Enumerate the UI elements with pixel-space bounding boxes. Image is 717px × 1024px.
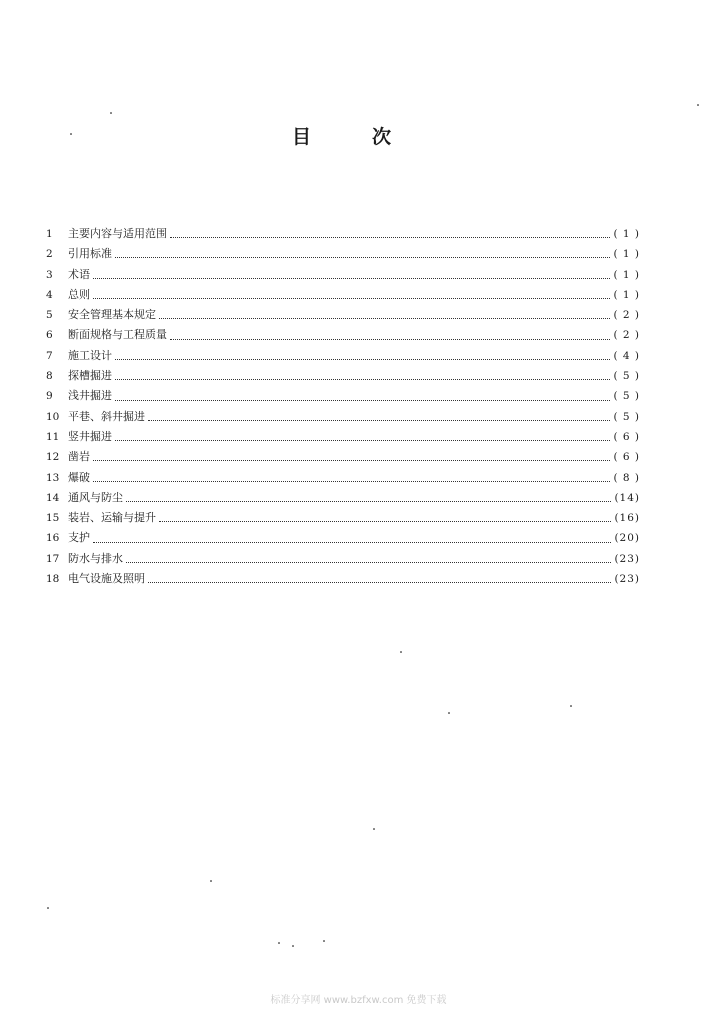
toc-label: 总则 — [68, 287, 90, 301]
toc-leader-dots — [126, 500, 611, 502]
toc-page-ref: (20) — [614, 532, 640, 545]
toc-number: 17 — [46, 552, 60, 565]
toc-page-ref: ( 6 ) — [613, 430, 640, 443]
toc-number: 3 — [46, 268, 53, 281]
toc-entry — [46, 508, 640, 528]
toc-entry — [46, 285, 640, 305]
scan-speck — [570, 705, 572, 707]
toc-entry — [46, 468, 640, 488]
toc-entry — [46, 386, 640, 406]
toc-entry — [46, 325, 640, 345]
toc-page-ref: ( 2 ) — [613, 309, 640, 322]
toc-entry — [46, 366, 640, 386]
toc-entry — [46, 305, 640, 325]
toc-leader-dots — [148, 419, 610, 421]
toc-label: 平巷、斜井掘进 — [68, 409, 145, 423]
toc-page-ref: (23) — [614, 573, 640, 586]
toc-leader-dots — [93, 277, 610, 279]
toc-number: 6 — [46, 329, 53, 342]
table-of-contents — [46, 224, 640, 589]
title-char-2: 次 — [372, 126, 392, 148]
toc-label: 竖井掘进 — [68, 429, 112, 443]
toc-entry — [46, 265, 640, 285]
scan-speck — [400, 651, 402, 653]
toc-leader-dots — [115, 358, 610, 360]
toc-label: 引用标准 — [68, 247, 112, 261]
toc-page-ref: (14) — [614, 491, 640, 504]
toc-page-ref: (16) — [614, 512, 640, 525]
toc-page-ref: ( 1 ) — [613, 288, 640, 301]
toc-number: 16 — [46, 532, 60, 545]
toc-entry — [46, 224, 640, 244]
toc-entry — [46, 549, 640, 569]
scan-speck — [323, 940, 325, 942]
footer-watermark: 标准分享网 www.bzfxw.com 免费下载 — [270, 995, 447, 1006]
toc-leader-dots — [93, 541, 611, 543]
toc-label: 支护 — [68, 531, 90, 545]
toc-label: 浅井掘进 — [68, 389, 112, 403]
toc-entry — [46, 569, 640, 589]
toc-leader-dots — [115, 439, 610, 441]
toc-number: 9 — [46, 390, 53, 403]
toc-label: 爆破 — [68, 470, 90, 484]
toc-number: 15 — [46, 512, 60, 525]
toc-number: 12 — [46, 451, 60, 464]
toc-leader-dots — [93, 459, 610, 461]
toc-entry — [46, 407, 640, 427]
scan-speck — [110, 112, 112, 114]
toc-number: 4 — [46, 288, 53, 301]
toc-leader-dots — [93, 297, 610, 299]
toc-number: 7 — [46, 349, 53, 362]
toc-entry — [46, 447, 640, 467]
scan-speck — [292, 945, 294, 947]
scan-speck — [697, 104, 699, 106]
title-char-1: 目 — [292, 126, 312, 148]
toc-entry — [46, 488, 640, 508]
toc-number: 10 — [46, 410, 60, 423]
toc-page-ref: ( 5 ) — [613, 370, 640, 383]
toc-page-ref: ( 2 ) — [613, 329, 640, 342]
toc-label: 防水与排水 — [68, 551, 123, 565]
toc-page-ref: ( 1 ) — [613, 228, 640, 240]
scan-speck — [47, 907, 49, 909]
toc-label: 凿岩 — [68, 450, 90, 464]
toc-label: 通风与防尘 — [68, 490, 123, 504]
toc-page-ref: (23) — [614, 552, 640, 565]
toc-leader-dots — [115, 378, 610, 380]
toc-number: 11 — [46, 430, 60, 443]
toc-label: 探槽掘进 — [68, 369, 112, 383]
toc-leader-dots — [93, 480, 610, 482]
toc-leader-dots — [159, 520, 611, 522]
scan-speck — [373, 828, 375, 830]
toc-page-ref: ( 1 ) — [613, 268, 640, 281]
toc-entry — [46, 244, 640, 264]
toc-label: 安全管理基本规定 — [68, 308, 156, 322]
toc-leader-dots — [115, 399, 610, 401]
toc-number: 8 — [46, 370, 53, 383]
toc-entry — [46, 427, 640, 447]
toc-leader-dots — [159, 317, 610, 319]
toc-label: 断面规格与工程质量 — [68, 328, 167, 342]
toc-number: 5 — [46, 309, 53, 322]
toc-number: 1 — [46, 228, 53, 240]
toc-leader-dots — [170, 338, 610, 340]
toc-entry — [46, 346, 640, 366]
toc-page-ref: ( 4 ) — [613, 349, 640, 362]
toc-leader-dots — [115, 256, 610, 258]
toc-number: 13 — [46, 471, 60, 484]
toc-label: 电气设施及照明 — [68, 572, 145, 586]
toc-leader-dots — [170, 236, 610, 238]
toc-label: 主要内容与适用范围 — [68, 227, 167, 240]
toc-page-ref: ( 5 ) — [613, 390, 640, 403]
scan-speck — [448, 712, 450, 714]
toc-entry — [46, 528, 640, 548]
scan-speck — [278, 942, 280, 944]
toc-label: 施工设计 — [68, 348, 112, 362]
scan-speck — [210, 880, 212, 882]
toc-page-ref: ( 8 ) — [613, 471, 640, 484]
toc-number: 2 — [46, 248, 53, 261]
toc-label: 术语 — [68, 267, 90, 281]
toc-number: 18 — [46, 573, 60, 586]
toc-page-ref: ( 6 ) — [613, 451, 640, 464]
toc-number: 14 — [46, 491, 60, 504]
toc-leader-dots — [148, 581, 611, 583]
toc-leader-dots — [126, 561, 611, 563]
scan-speck — [70, 133, 72, 135]
toc-label: 装岩、运输与提升 — [68, 511, 156, 525]
toc-page-ref: ( 1 ) — [613, 248, 640, 261]
toc-page-ref: ( 5 ) — [613, 410, 640, 423]
